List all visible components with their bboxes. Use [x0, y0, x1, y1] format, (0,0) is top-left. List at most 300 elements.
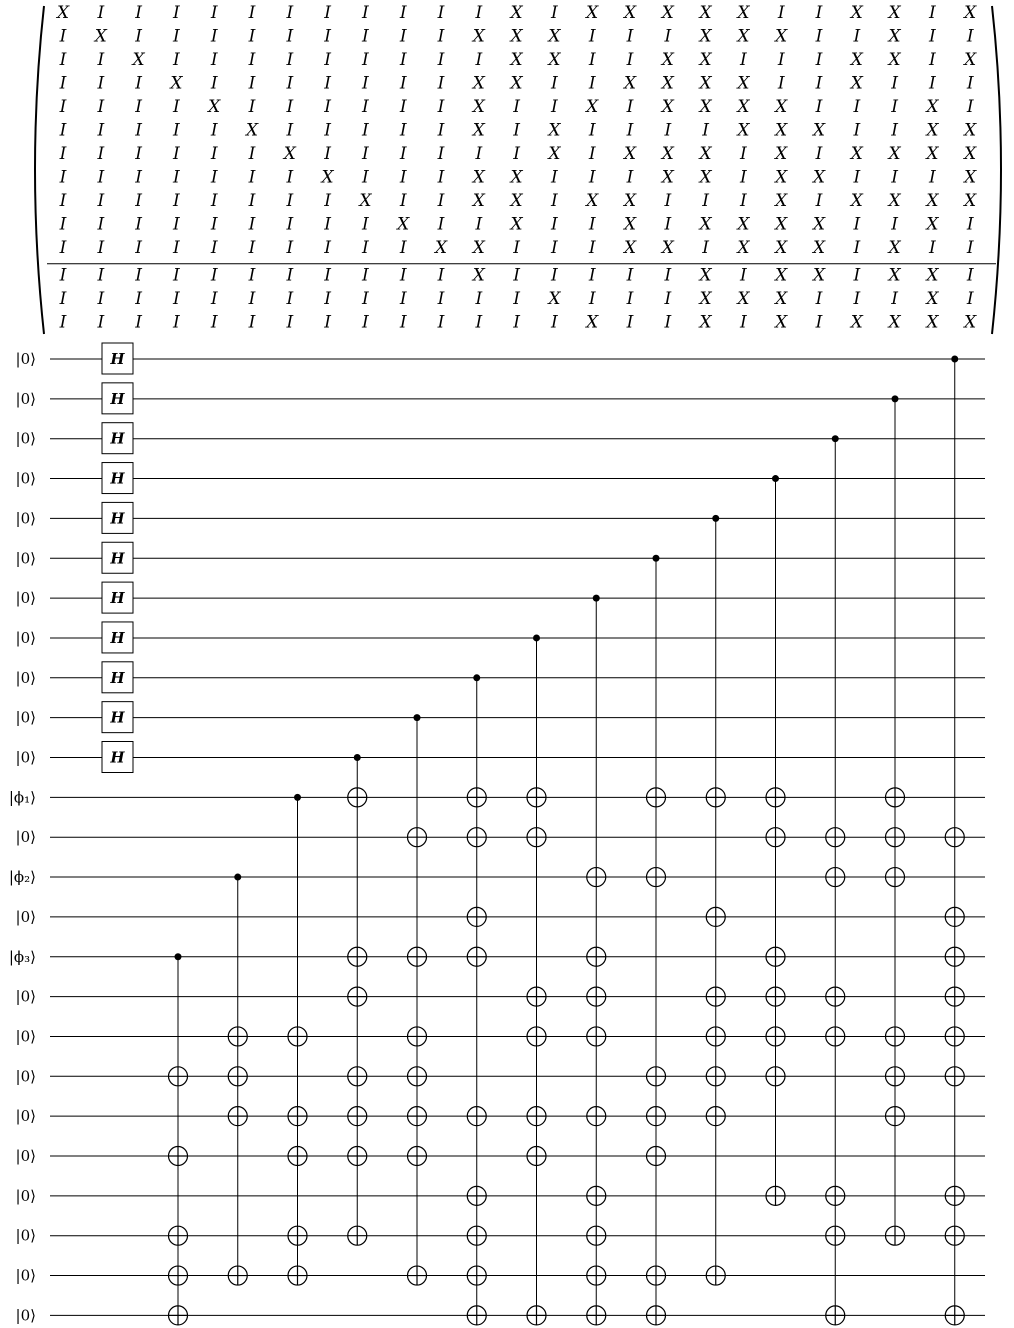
matrix-entry: I [966, 238, 974, 258]
matrix-entry: I [740, 50, 747, 70]
matrix-entry: I [399, 50, 407, 70]
matrix-entry: I [286, 167, 294, 188]
matrix-entry: I [399, 265, 407, 286]
matrix-entry: I [815, 73, 823, 94]
matrix-entry: I [815, 289, 823, 309]
matrix-entry: X [699, 50, 712, 70]
matrix-entry: I [324, 120, 331, 141]
matrix-entry: X [888, 238, 901, 258]
control-dot [832, 435, 839, 442]
matrix-entry: X [661, 144, 674, 164]
qubit-label: |0⟩ [15, 1226, 36, 1245]
matrix-entry: I [664, 26, 672, 47]
qubit-label: |0⟩ [15, 1266, 36, 1285]
matrix-entry: I [399, 26, 407, 47]
matrix-entry: X [775, 191, 788, 211]
matrix-entry: X [661, 73, 674, 94]
matrix-entry: I [626, 265, 634, 286]
matrix-entry: I [135, 191, 142, 211]
matrix-entry: I [551, 167, 558, 188]
matrix-entry: I [59, 144, 67, 164]
matrix-entry: X [964, 144, 977, 164]
qubit-label: |0⟩ [15, 748, 36, 767]
hadamard-label: H [110, 350, 125, 368]
matrix-entry: X [699, 144, 712, 164]
control-dot [175, 953, 182, 960]
matrix-entry: I [248, 214, 256, 235]
matrix-entry: X [775, 289, 788, 309]
matrix-entry: I [286, 120, 294, 141]
matrix-entry: I [324, 144, 331, 164]
matrix-entry: X [737, 26, 750, 47]
matrix-entry: I [588, 214, 596, 235]
matrix-entry: X [888, 50, 901, 70]
matrix-entry: I [210, 289, 218, 309]
matrix-entry: I [135, 238, 142, 258]
matrix-entry: I [891, 97, 898, 117]
matrix-entry: I [135, 144, 142, 164]
matrix-entry: I [248, 191, 256, 211]
matrix-entry: I [173, 144, 180, 164]
control-dot [473, 674, 480, 681]
qubit-label: |0⟩ [15, 828, 36, 847]
matrix-entry: I [815, 312, 823, 333]
qubit-label: |0⟩ [15, 907, 36, 926]
matrix-entry: I [286, 26, 294, 47]
matrix-entry: I [97, 144, 105, 164]
matrix-entry: X [812, 214, 826, 235]
matrix-entry: I [740, 312, 747, 333]
hadamard-label: H [110, 668, 125, 687]
qubit-label: |0⟩ [15, 350, 36, 368]
matrix-entry: I [626, 97, 634, 117]
matrix-entry: I [248, 312, 256, 333]
matrix-entry: I [362, 3, 369, 23]
matrix-entry: I [853, 265, 861, 286]
matrix-entry: X [699, 265, 712, 286]
matrix-entry: I [588, 167, 596, 188]
matrix-entry: I [891, 289, 898, 309]
matrix-entry: X [888, 3, 901, 23]
matrix-entry: I [399, 312, 407, 333]
matrix-entry: X [661, 3, 674, 23]
matrix-entry: I [664, 191, 672, 211]
matrix-entry: I [97, 289, 105, 309]
matrix-entry: X [623, 73, 637, 94]
matrix-entry: I [437, 50, 445, 70]
matrix-entry: I [588, 144, 596, 164]
hadamard-label: H [110, 708, 125, 727]
matrix-entry: X [812, 120, 826, 141]
matrix-entry: I [551, 238, 558, 258]
matrix-entry: X [888, 191, 901, 211]
matrix-entry: I [513, 97, 520, 117]
hadamard-label: H [110, 469, 125, 488]
matrix-entry: I [210, 265, 218, 286]
matrix-entry: X [699, 167, 712, 188]
matrix-entry: I [399, 120, 407, 141]
matrix-entry: I [210, 144, 218, 164]
matrix-entry: I [475, 289, 483, 309]
matrix-entry: I [626, 26, 634, 47]
matrix-entry: I [551, 312, 558, 333]
matrix-entry: I [324, 3, 331, 23]
matrix-entry: X [170, 73, 183, 94]
matrix-entry: I [513, 265, 520, 286]
matrix-entry: X [586, 97, 599, 117]
qubit-label: |0⟩ [15, 708, 36, 727]
matrix-entry: I [286, 265, 294, 286]
matrix-entry: I [210, 312, 218, 333]
matrix-entry: I [777, 50, 785, 70]
matrix-entry: I [399, 73, 407, 94]
matrix-entry: X [888, 265, 901, 286]
matrix-entry: I [664, 265, 672, 286]
matrix-entry: I [702, 120, 709, 141]
matrix-entry: X [510, 73, 523, 94]
matrix-entry: X [623, 238, 637, 258]
matrix-entry: I [853, 167, 861, 188]
matrix-entry: X [623, 191, 637, 211]
matrix-entry: I [97, 191, 105, 211]
qubit-label: |0⟩ [15, 1027, 36, 1046]
matrix-entry: I [966, 214, 974, 235]
qubit-label: |0⟩ [15, 1186, 36, 1205]
matrix-entry: X [737, 214, 750, 235]
matrix-entry: X [775, 214, 788, 235]
qubit-label: |0⟩ [15, 389, 36, 408]
matrix-entry: I [362, 238, 369, 258]
matrix-entry: I [173, 238, 180, 258]
matrix-entry: I [588, 265, 596, 286]
matrix-entry: X [321, 167, 334, 188]
matrix-entry: X [359, 191, 372, 211]
matrix-entry: I [248, 289, 256, 309]
matrix-entry: I [966, 289, 974, 309]
matrix-entry: I [966, 265, 974, 286]
matrix-entry: I [437, 97, 445, 117]
matrix-entry: I [210, 120, 218, 141]
matrix-entry: I [173, 265, 180, 286]
matrix-entry: I [966, 97, 974, 117]
matrix-entry: I [437, 191, 445, 211]
matrix-entry: I [286, 214, 294, 235]
matrix-entry: I [173, 167, 180, 188]
matrix-entry: I [929, 26, 936, 47]
matrix-entry: I [399, 144, 407, 164]
matrix-entry: I [929, 50, 936, 70]
qubit-label: |ϕ₁⟩ [8, 788, 36, 807]
matrix-entry: I [437, 120, 445, 141]
matrix-entry: I [929, 167, 936, 188]
matrix-entry: I [362, 289, 369, 309]
matrix-entry: X [964, 312, 977, 333]
matrix-entry: I [551, 97, 558, 117]
matrix-entry: X [699, 289, 712, 309]
matrix-entry: I [929, 238, 936, 258]
qubit-label: |0⟩ [15, 589, 36, 608]
matrix-entry: X [812, 238, 826, 258]
matrix-entry: I [97, 3, 105, 23]
matrix-entry: I [135, 73, 142, 94]
matrix-entry: X [472, 265, 485, 286]
control-dot [533, 634, 540, 641]
matrix-entry: I [891, 214, 898, 235]
matrix-entry: I [588, 120, 596, 141]
control-dot [294, 794, 301, 801]
qubit-label: |0⟩ [15, 1067, 36, 1086]
matrix-entry: X [94, 26, 107, 47]
matrix-entry: I [853, 238, 861, 258]
matrix-entry: I [362, 167, 369, 188]
matrix-entry: X [775, 167, 788, 188]
matrix-entry: X [245, 120, 259, 141]
matrix-entry: I [815, 97, 823, 117]
matrix-entry: X [548, 50, 561, 70]
qubit-label: |0⟩ [15, 1107, 36, 1126]
matrix-entry: I [362, 26, 369, 47]
matrix-entry: I [437, 312, 445, 333]
matrix-entry: I [135, 3, 142, 23]
matrix-entry: X [926, 265, 939, 286]
matrix-entry: I [853, 26, 861, 47]
matrix-entry: I [97, 238, 105, 258]
matrix-entry: X [888, 26, 901, 47]
matrix-entry: X [812, 167, 826, 188]
control-dot [951, 356, 958, 363]
matrix-entry: X [964, 3, 977, 23]
matrix-entry: I [324, 73, 331, 94]
matrix-entry: I [248, 97, 256, 117]
matrix-entry: I [248, 73, 256, 94]
matrix-entry: I [173, 191, 180, 211]
matrix-entry: X [775, 26, 788, 47]
matrix-entry: X [661, 238, 674, 258]
matrix-entry: I [588, 73, 596, 94]
matrix-entry: I [286, 97, 294, 117]
matrix-entry: I [966, 73, 974, 94]
matrix-entry: X [472, 120, 485, 141]
qubit-label: |ϕ₂⟩ [8, 868, 36, 887]
matrix-entry: I [437, 214, 445, 235]
matrix-entry: I [97, 265, 105, 286]
matrix-entry: I [399, 97, 407, 117]
matrix-entry: I [551, 73, 558, 94]
matrix-entry: X [661, 97, 674, 117]
matrix-entry: I [324, 97, 331, 117]
stabilizer-matrix [35, 3, 1001, 334]
matrix-entry: X [775, 97, 788, 117]
matrix-entry: I [97, 120, 105, 141]
matrix-entry: I [97, 312, 105, 333]
control-dot [772, 475, 779, 482]
matrix-entry: X [964, 50, 977, 70]
matrix-entry: X [510, 3, 523, 23]
matrix-entry: I [891, 73, 898, 94]
matrix-entry: I [777, 73, 785, 94]
matrix-entry: I [97, 167, 105, 188]
matrix-entry: I [324, 191, 331, 211]
matrix-entry: X [548, 289, 561, 309]
matrix-entry: I [475, 144, 483, 164]
matrix-entry: I [777, 3, 785, 23]
matrix-entry: I [210, 50, 218, 70]
matrix-entry: X [850, 144, 863, 164]
matrix-entry: X [964, 167, 977, 188]
matrix-entry: X [888, 144, 901, 164]
matrix-entry: I [362, 312, 369, 333]
matrix-entry: X [964, 191, 977, 211]
matrix-entry: I [97, 97, 105, 117]
matrix-entry: X [888, 312, 901, 333]
matrix-entry: X [775, 120, 788, 141]
matrix-entry: X [850, 3, 863, 23]
hadamard-label: H [110, 389, 125, 408]
matrix-entry: X [510, 214, 523, 235]
matrix-entry: I [513, 120, 520, 141]
matrix-entry: I [702, 238, 709, 258]
matrix-entry: X [56, 3, 70, 23]
qubit-label: |0⟩ [15, 1306, 36, 1325]
matrix-entry: I [248, 144, 256, 164]
matrix-entry: X [926, 191, 939, 211]
qubit-label: |0⟩ [15, 549, 36, 568]
right-parenthesis [992, 6, 1001, 334]
matrix-entry: I [59, 289, 67, 309]
matrix-entry: I [513, 144, 520, 164]
matrix-entry: I [362, 144, 369, 164]
matrix-entry: I [551, 265, 558, 286]
matrix-entry: X [472, 167, 485, 188]
matrix-entry: I [588, 50, 596, 70]
matrix-entry: X [926, 97, 939, 117]
matrix-entry: X [510, 50, 523, 70]
matrix-entry: I [588, 289, 596, 309]
matrix-entry: X [964, 120, 977, 141]
matrix-entry: I [173, 214, 180, 235]
matrix-entry: I [135, 26, 142, 47]
matrix-entry: X [623, 3, 637, 23]
matrix-entry: I [740, 167, 747, 188]
matrix-entry: I [135, 214, 142, 235]
hadamard-label: H [110, 429, 125, 448]
matrix-entry: X [850, 312, 863, 333]
matrix-entry: X [926, 214, 939, 235]
qubit-label: |0⟩ [15, 1147, 36, 1165]
matrix-entry: I [740, 191, 747, 211]
matrix-entry: I [59, 191, 67, 211]
matrix-entry: I [59, 26, 67, 47]
matrix-entry: X [812, 265, 826, 286]
matrix-entry: X [472, 97, 485, 117]
matrix-entry: I [853, 120, 861, 141]
matrix-entry: X [434, 238, 448, 258]
matrix-entry: I [210, 3, 218, 23]
matrix-entry: I [853, 289, 861, 309]
matrix-entry: I [59, 167, 67, 188]
matrix-entry: I [135, 97, 142, 117]
matrix-entry: I [891, 167, 898, 188]
matrix-entry: I [853, 97, 861, 117]
matrix-entry: I [248, 3, 256, 23]
matrix-entry: X [661, 50, 674, 70]
matrix-entry: X [397, 214, 410, 235]
matrix-entry: I [324, 26, 331, 47]
matrix-entry: I [815, 50, 823, 70]
matrix-entry: I [362, 214, 369, 235]
matrix-entry: I [626, 50, 634, 70]
matrix-entry: I [248, 238, 256, 258]
matrix-entry: I [626, 312, 634, 333]
matrix-entry: I [815, 144, 823, 164]
matrix-entry: I [362, 97, 369, 117]
matrix-entry: X [132, 50, 145, 70]
matrix-entry: X [586, 191, 599, 211]
matrix-entry: I [135, 289, 142, 309]
matrix-entry: I [929, 3, 936, 23]
matrix-entry: X [548, 144, 561, 164]
matrix-entry: I [362, 265, 369, 286]
matrix-entry: I [399, 238, 407, 258]
matrix-entry: I [286, 73, 294, 94]
qubit-label: |0⟩ [15, 987, 36, 1006]
matrix-entry: I [248, 26, 256, 47]
matrix-entry: X [472, 238, 485, 258]
matrix-entry: X [775, 144, 788, 164]
control-dot [712, 515, 719, 522]
matrix-entry: I [588, 26, 596, 47]
matrix-entry: X [926, 120, 939, 141]
matrix-entry: I [173, 97, 180, 117]
matrix-entry: X [850, 73, 863, 94]
matrix-entry: I [551, 191, 558, 211]
matrix-entry: I [324, 265, 331, 286]
matrix-entry: I [437, 26, 445, 47]
matrix-entry: I [59, 120, 67, 141]
matrix-entry: X [623, 144, 637, 164]
matrix-entry: I [437, 3, 445, 23]
matrix-entry: I [173, 289, 180, 309]
control-dot [653, 555, 660, 562]
matrix-entry: X [737, 238, 750, 258]
matrix-entry: X [737, 120, 750, 141]
matrix-entry: I [135, 167, 142, 188]
matrix-entry: I [210, 167, 218, 188]
matrix-entry: X [850, 50, 863, 70]
matrix-entry: I [135, 265, 142, 286]
matrix-entry: X [775, 265, 788, 286]
matrix-entry: I [324, 50, 331, 70]
matrix-entry: I [286, 3, 294, 23]
matrix-entry: I [437, 289, 445, 309]
matrix-entry: I [286, 289, 294, 309]
hadamard-label: H [110, 748, 125, 767]
hadamard-label: H [110, 589, 125, 608]
matrix-entry: X [283, 144, 296, 164]
matrix-entry: X [737, 3, 750, 23]
matrix-entry: X [775, 238, 788, 258]
matrix-entry: I [210, 26, 218, 47]
matrix-entry: X [775, 312, 788, 333]
matrix-entry: I [437, 265, 445, 286]
matrix-entry: I [248, 50, 256, 70]
control-dot [892, 395, 899, 402]
matrix-entry: I [664, 289, 672, 309]
matrix-entry: I [286, 191, 294, 211]
matrix-entry: I [210, 191, 218, 211]
matrix-entry: I [286, 312, 294, 333]
matrix-entry: I [626, 289, 634, 309]
